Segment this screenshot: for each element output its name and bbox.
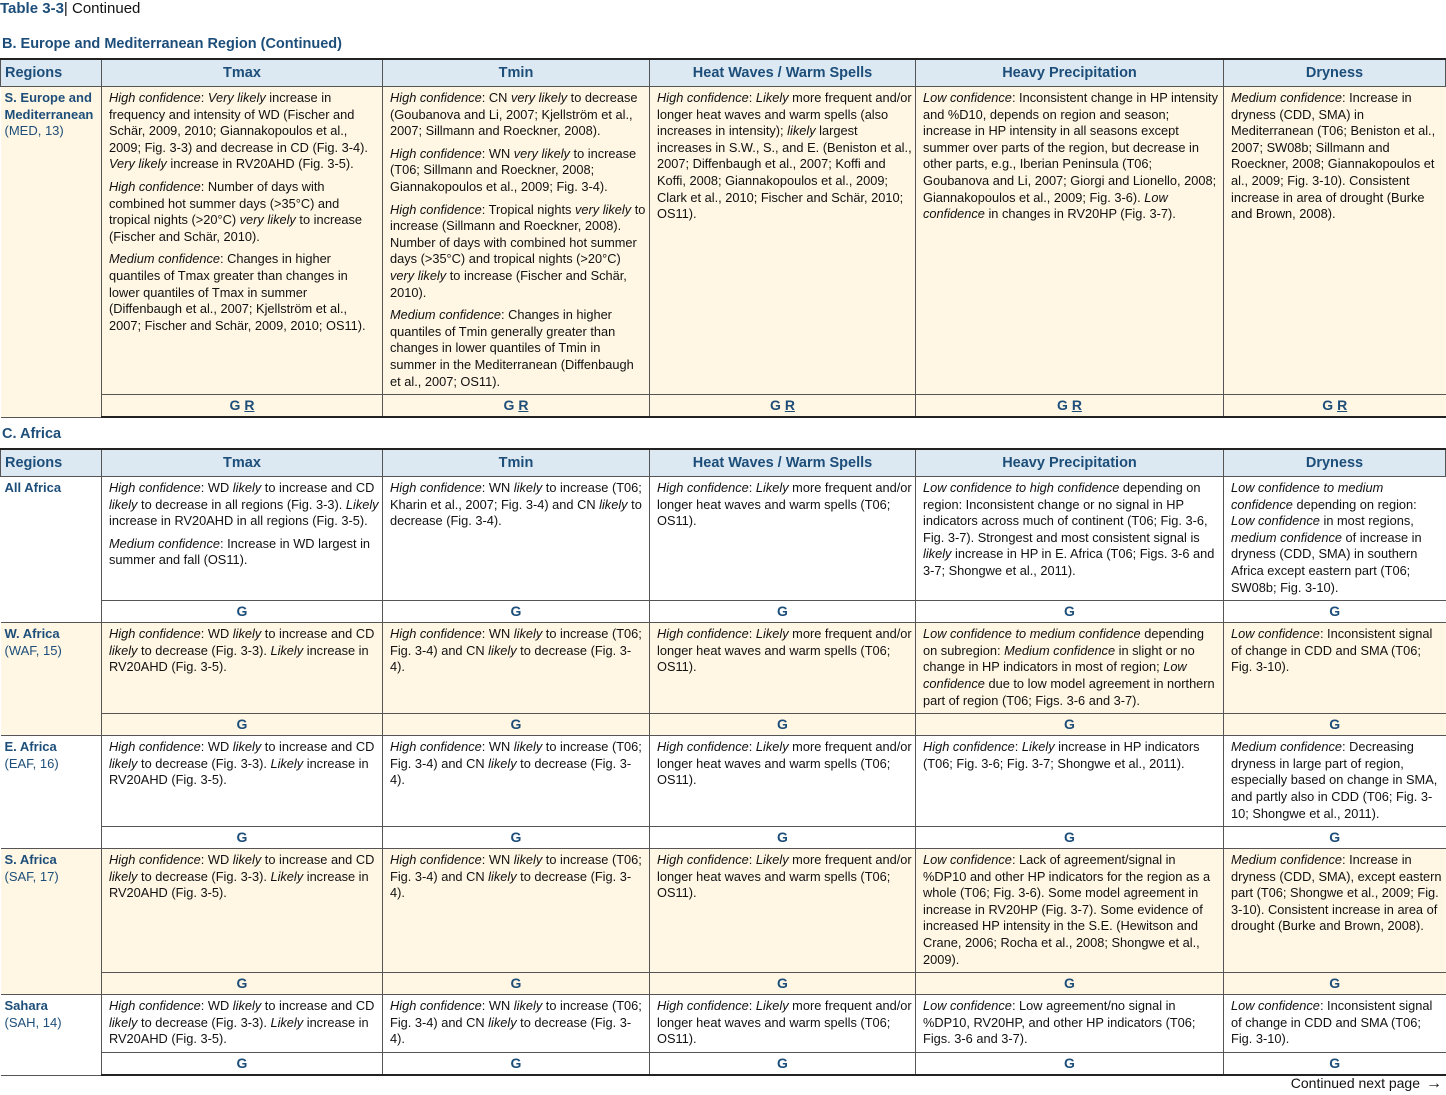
region-cell xyxy=(1,477,102,623)
cell-paragraph: Medium confidence: Changes in higher quantiles of Tmin generally greater than changes in lower quantiles of Tmin in summer in the Mediterranean (Diffenbaugh et al., 2007; OS11). xyxy=(390,307,634,389)
table-continued: | Continued xyxy=(63,0,141,17)
global-link[interactable]: G xyxy=(777,716,788,733)
tmin-cell xyxy=(383,849,650,973)
evidence-links xyxy=(916,714,1224,736)
global-link[interactable]: G xyxy=(1329,1055,1341,1072)
heavy-precipitation-cell xyxy=(916,477,1224,601)
table-row xyxy=(1,623,1446,714)
heavy-precipitation-cell xyxy=(916,736,1224,827)
tmax-cell xyxy=(102,736,383,827)
heavy-precipitation-cell xyxy=(916,995,1224,1053)
cell-paragraph: High confidence: Likely more frequent and/or longer heat waves and warm spells (T06; OS11). xyxy=(657,739,912,788)
global-link[interactable]: G xyxy=(1329,975,1341,992)
table-row xyxy=(1,995,1446,1053)
evidence-links xyxy=(916,827,1224,849)
evidence-links xyxy=(383,973,650,995)
evidence-links xyxy=(1224,973,1446,995)
header-dryness: Dryness xyxy=(1224,59,1446,87)
cell-paragraph: High confidence: WN likely to increase (T06; Fig. 3-4) and CN likely to decrease (Fig. 3-4). xyxy=(390,626,642,675)
heat-waves-cell xyxy=(650,995,916,1053)
global-link[interactable]: G xyxy=(510,603,522,620)
evidence-row xyxy=(1,973,1446,995)
region-cell xyxy=(1,623,102,736)
evidence-links xyxy=(650,601,916,623)
global-link[interactable]: G xyxy=(1064,1055,1075,1072)
table-title xyxy=(0,0,140,18)
evidence-links xyxy=(650,973,916,995)
cell-paragraph: High confidence: Likely more frequent and/or longer heat waves and warm spells (T06; OS11). xyxy=(657,998,912,1047)
evidence-links xyxy=(650,714,916,736)
evidence-links xyxy=(102,973,383,995)
region-code: (SAH, 14) xyxy=(4,1014,62,1030)
global-link[interactable]: G xyxy=(1329,829,1341,846)
region-code: (WAF, 15) xyxy=(4,642,62,658)
cell-paragraph: High confidence: WD likely to increase and CD likely to decrease (Fig. 3-3). Likely increase in RV20AHD (Fig. 3-5). xyxy=(109,852,375,901)
header-heat-waves: Heat Waves / Warm Spells xyxy=(650,449,916,477)
global-link[interactable]: G xyxy=(1064,716,1075,733)
cell-paragraph: High confidence: CN very likely to decrease (Goubanova and Li, 2007; Kjellström et al., 2007; Sillmann and Roeckner, 2008). xyxy=(390,90,638,139)
global-link[interactable]: G xyxy=(777,975,788,992)
region-code: (EAF, 16) xyxy=(4,755,59,771)
region-name: S. Europe and Mediterranean xyxy=(4,90,94,122)
global-link[interactable]: G xyxy=(770,397,781,414)
regional-link[interactable]: R xyxy=(1337,397,1348,414)
dryness-cell xyxy=(1224,849,1446,973)
cell-paragraph: High confidence: Likely more frequent and/or longer heat waves and warm spells (T06; OS11). xyxy=(657,626,912,675)
table-number: Table 3-3 xyxy=(0,0,64,17)
header-tmin: Tmin xyxy=(383,59,650,87)
table-row xyxy=(1,87,1446,395)
evidence-links xyxy=(383,601,650,623)
evidence-row xyxy=(1,1053,1446,1076)
header-tmax: Tmax xyxy=(102,449,383,477)
region-name: W. Africa xyxy=(4,626,60,642)
evidence-links xyxy=(916,973,1224,995)
evidence-row xyxy=(1,827,1446,849)
evidence-links xyxy=(1224,1053,1446,1076)
regional-link[interactable]: R xyxy=(1071,397,1082,414)
header-tmax: Tmax xyxy=(102,59,383,87)
tmax-cell xyxy=(102,87,383,395)
tmax-cell xyxy=(102,623,383,714)
region-code: (MED, 13) xyxy=(4,123,64,138)
cell-paragraph: High confidence: WN likely to increase (T06; Fig. 3-4) and CN likely to decrease (Fig. 3-4). xyxy=(390,998,642,1047)
global-link[interactable]: G xyxy=(236,603,248,620)
global-link[interactable]: G xyxy=(236,829,248,846)
tmin-cell xyxy=(383,477,650,601)
evidence-links xyxy=(916,1053,1224,1076)
header-heavy-precipitation: Heavy Precipitation xyxy=(916,59,1224,87)
section-title-africa: C. Africa xyxy=(2,426,62,442)
cell-paragraph: High confidence: WN very likely to increase (T06; Sillmann and Roeckner, 2008; Giannakopoulos et al., 2009; Fig. 3-4). xyxy=(390,145,637,194)
cell-paragraph: High confidence: WD likely to increase and CD likely to decrease (Fig. 3-3). Likely increase in RV20AHD (Fig. 3-5). xyxy=(109,739,375,788)
regional-link[interactable]: R xyxy=(244,397,255,414)
table-row xyxy=(1,477,1446,601)
region-cell xyxy=(1,995,102,1075)
tmax-cell xyxy=(102,995,383,1053)
tmax-cell xyxy=(102,477,383,601)
cell-paragraph: High confidence: Likely more frequent and/or longer heat waves and warm spells (T06; OS11). xyxy=(657,480,912,529)
cell-paragraph: High confidence: WN likely to increase (T06; Fig. 3-4) and CN likely to decrease (Fig. 3-4). xyxy=(390,852,642,901)
cell-paragraph: Medium confidence: Increase in WD largest in summer and fall (OS11). xyxy=(109,535,371,568)
region-cell xyxy=(1,736,102,849)
global-link[interactable]: G xyxy=(1064,975,1075,992)
cell-paragraph: Medium confidence: Increase in dryness (CDD, SMA) in Mediterranean (T06; Beniston et al., 2007; SW08b; Sillmann and Roeckner, 2008; Giannakopoulos et al., 2009; Fig. 3-10). Consistent increase in area of drought (Burke and Brown, 2008). xyxy=(1231,90,1436,222)
header-heat-waves: Heat Waves / Warm Spells xyxy=(650,59,916,87)
cell-paragraph: High confidence: WD likely to increase and CD likely to decrease (Fig. 3-3). Likely increase in RV20AHD (Fig. 3-5). xyxy=(109,626,375,675)
evidence-links xyxy=(650,827,916,849)
cell-paragraph: High confidence: WN likely to increase (T06; Kharin et al., 2007; Fig. 3-4) and CN likely to decrease (Fig. 3-4). xyxy=(390,480,642,529)
heavy-precipitation-cell xyxy=(916,87,1224,395)
region-cell xyxy=(1,849,102,995)
tmax-cell xyxy=(102,849,383,973)
evidence-links xyxy=(916,601,1224,623)
evidence-row xyxy=(1,714,1446,736)
heavy-precipitation-cell xyxy=(916,849,1224,973)
heat-waves-cell xyxy=(650,477,916,601)
global-link[interactable]: G xyxy=(236,1055,248,1072)
evidence-links xyxy=(102,1053,383,1076)
cell-paragraph: Low confidence: Lack of agreement/signal in %DP10 and other HP indicators for the region as a whole (T06; Fig. 3-6). Some model agreement in increase in RV20HP (Fig. 3-7). Some evidence of increased HP intensity in the S.E. (Hewitson and Crane, 2006; Rocha et al., 2008; Shongwe et al., 2009). xyxy=(923,852,1211,967)
evidence-row xyxy=(1,601,1446,623)
evidence-links xyxy=(102,395,383,418)
cell-paragraph: Low confidence: Inconsistent change in HP intensity and %D10, depends on region and season; increase in HP intensity in all seasons except summer over parts of the region, but decrease in other parts, e.g., Iberian Peninsula (T06; Goubanova and Li, 2007; Giorgi and Lionello, 2008; Giannakopoulos et al., 2009; Fig. 3-6). Low confidence in changes in RV20HP (Fig. 3-7). xyxy=(923,90,1218,222)
cell-paragraph: High confidence: Likely increase in HP indicators (T06; Fig. 3-6; Fig. 3-7; Shongwe et al., 2011). xyxy=(923,739,1200,771)
global-link[interactable]: G xyxy=(1064,603,1075,620)
cell-paragraph: Medium confidence: Decreasing dryness in large part of region, especially based on change in SMA, and partly also in CDD (T06; Fig. 3-10; Shongwe et al., 2011). xyxy=(1231,739,1438,821)
global-link[interactable]: G xyxy=(1064,829,1075,846)
global-link[interactable]: G xyxy=(503,397,515,414)
continued-next-page xyxy=(1291,1075,1442,1093)
region-name: S. Africa xyxy=(4,852,57,868)
tmin-cell xyxy=(383,995,650,1053)
evidence-links xyxy=(102,714,383,736)
evidence-links xyxy=(1224,601,1446,623)
cell-paragraph: High confidence: WN likely to increase (T06; Fig. 3-4) and CN likely to decrease (Fig. 3-4). xyxy=(390,739,642,788)
cell-paragraph: Low confidence to high confidence depending on region: Inconsistent change or no signal in HP indicators across much of continent (T06; Fig. 3-6, Fig. 3-7). Strongest and most consistent signal is likely increase in HP in E. Africa (T06; Figs. 3-6 and 3-7; Shongwe et al., 2011). xyxy=(923,480,1215,578)
section-title-europe: B. Europe and Mediterranean Region (Continued) xyxy=(2,36,342,52)
tmin-cell xyxy=(383,87,650,395)
continued-text: Continued next page xyxy=(1290,1075,1420,1091)
heat-waves-cell xyxy=(650,623,916,714)
header-regions: Regions xyxy=(1,449,102,477)
cell-paragraph: High confidence: WD likely to increase and CD likely to decrease (Fig. 3-3). Likely increase in RV20AHD (Fig. 3-5). xyxy=(109,998,375,1047)
global-link[interactable]: G xyxy=(229,397,241,414)
heavy-precipitation-cell xyxy=(916,623,1224,714)
global-link[interactable]: G xyxy=(1057,397,1068,414)
africa-table xyxy=(0,448,1446,1076)
table-row xyxy=(1,736,1446,827)
global-link[interactable]: G xyxy=(236,975,248,992)
europe-table xyxy=(0,58,1446,418)
region-name: All Africa xyxy=(4,480,62,495)
dryness-cell xyxy=(1224,87,1446,395)
evidence-links xyxy=(102,601,383,623)
evidence-links xyxy=(650,395,916,418)
global-link[interactable]: G xyxy=(777,603,788,620)
evidence-links xyxy=(102,827,383,849)
cell-paragraph: High confidence: Very likely increase in frequency and intensity of WD (Fischer and Schär, 2009, 2010; Giannakopoulos et al., 2009; Fig. 3-3) and decrease in CD (Fig. 3-4). Very likely increase in RV20AHD (Fig. 3-5). xyxy=(109,90,368,172)
header-heavy-precipitation: Heavy Precipitation xyxy=(916,449,1224,477)
heat-waves-cell xyxy=(650,736,916,827)
evidence-links xyxy=(1224,395,1446,418)
header-regions: Regions xyxy=(1,59,102,87)
regional-link[interactable]: R xyxy=(518,397,529,414)
heat-waves-cell xyxy=(650,87,916,395)
dryness-cell xyxy=(1224,736,1446,827)
cell-paragraph: Medium confidence: Changes in higher quantiles of Tmax greater than changes in lower quantiles of Tmax in summer (Diffenbaugh et al., 2007; Kjellström et al., 2007; Fischer and Schär, 2009, 2010; OS11). xyxy=(109,251,366,333)
regional-link[interactable]: R xyxy=(784,397,795,414)
region-name: Sahara xyxy=(4,998,48,1014)
table-row xyxy=(1,849,1446,973)
cell-paragraph: High confidence: Number of days with combined hot summer days (>35°C) and tropical nights (>20°C) very likely to increase (Fischer and Schär, 2010). xyxy=(109,178,362,244)
evidence-links xyxy=(1224,714,1446,736)
arrow-right-icon: → xyxy=(1426,1075,1442,1092)
evidence-row xyxy=(1,395,1446,418)
dryness-cell xyxy=(1224,995,1446,1053)
tmin-cell xyxy=(383,623,650,714)
evidence-links xyxy=(383,714,650,736)
global-link[interactable]: G xyxy=(510,716,522,733)
heat-waves-cell xyxy=(650,849,916,973)
region-name: E. Africa xyxy=(4,739,57,755)
region-cell xyxy=(1,87,102,418)
evidence-links xyxy=(383,395,650,418)
cell-paragraph: Low confidence to medium confidence depending on region: Low confidence in most regions, medium confidence of increase in dryness (CDD, SMA) in southern Africa except eastern part (T06; SW08b; Fig. 3-10). xyxy=(1231,480,1422,595)
evidence-links xyxy=(916,395,1224,418)
header-tmin: Tmin xyxy=(383,449,650,477)
global-link[interactable]: G xyxy=(1329,716,1341,733)
global-link[interactable]: G xyxy=(1322,397,1334,414)
global-link[interactable]: G xyxy=(777,1055,788,1072)
region-code: (SAF, 17) xyxy=(4,868,59,884)
global-link[interactable]: G xyxy=(1329,603,1341,620)
global-link[interactable]: G xyxy=(510,1055,522,1072)
cell-paragraph: Low confidence: Low agreement/no signal in %DP10, RV20HP, and other HP indicators (T06; Figs. 3-6 and 3-7). xyxy=(923,998,1196,1047)
global-link[interactable]: G xyxy=(510,975,522,992)
cell-paragraph: Medium confidence: Increase in dryness (CDD, SMA), except eastern part (T06; Shongwe et al., 2009; Fig. 3-10). Consistent increase in area of drought (Burke and Brown, 2008). xyxy=(1231,852,1442,934)
cell-paragraph: Low confidence to medium confidence depending on subregion: Medium confidence in slight or no change in HP indicators in most of region; Low confidence due to low model agreement in northern part of region (T06; Figs. 3-6 and 3-7). xyxy=(923,626,1215,708)
cell-paragraph: High confidence: Likely more frequent and/or longer heat waves and warm spells (T06; OS11). xyxy=(657,852,912,901)
evidence-links xyxy=(383,827,650,849)
dryness-cell xyxy=(1224,477,1446,601)
evidence-links xyxy=(1224,827,1446,849)
cell-paragraph: Low confidence: Inconsistent signal of change in CDD and SMA (T06; Fig. 3-10). xyxy=(1231,626,1433,675)
evidence-links xyxy=(650,1053,916,1076)
cell-paragraph: High confidence: WD likely to increase and CD likely to decrease in all regions (Fig. 3-3). Likely increase in RV20AHD in all regions (Fig. 3-5). xyxy=(109,480,379,529)
cell-paragraph: Low confidence: Inconsistent signal of change in CDD and SMA (T06; Fig. 3-10). xyxy=(1231,998,1433,1047)
global-link[interactable]: G xyxy=(777,829,788,846)
cell-paragraph: High confidence: Tropical nights very likely to increase (Sillmann and Roeckner, 2008). Number of days with combined hot summer days (>35°C) and tropical nights (>20°C) very likely to increase (Fischer and Schär, 2010). xyxy=(390,201,646,300)
global-link[interactable]: G xyxy=(236,716,248,733)
tmin-cell xyxy=(383,736,650,827)
dryness-cell xyxy=(1224,623,1446,714)
header-dryness: Dryness xyxy=(1224,449,1446,477)
cell-paragraph: High confidence: Likely more frequent and/or longer heat waves and warm spells (also increases in intensity); likely largest increases in S.W., S., and E. (Beniston et al., 2007; Diffenbaugh et al., 2007; Koffi and Koffi, 2008; Giannakopoulos et al., 2009; Clark et al., 2010; Fischer and Schär, 2010; OS11). xyxy=(657,90,912,222)
evidence-links xyxy=(383,1053,650,1076)
global-link[interactable]: G xyxy=(510,829,522,846)
